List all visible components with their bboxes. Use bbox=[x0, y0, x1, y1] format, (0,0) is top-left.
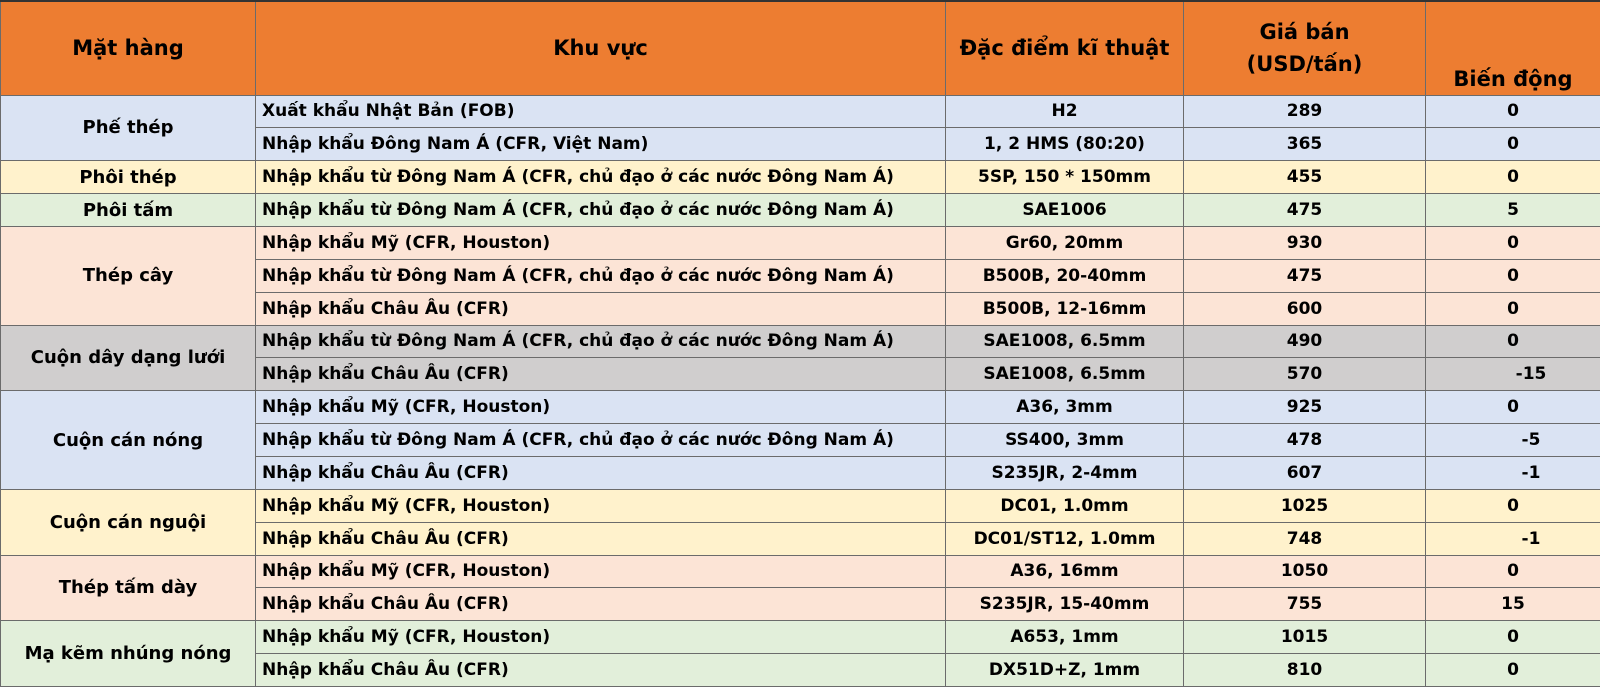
region-cell: Nhập khẩu Châu Âu (CFR) bbox=[256, 358, 946, 391]
spec-cell: DX51D+Z, 1mm bbox=[946, 654, 1184, 687]
price-cell: 600 bbox=[1184, 292, 1426, 325]
spec-cell: SAE1006 bbox=[946, 194, 1184, 227]
price-cell: 1025 bbox=[1184, 489, 1426, 522]
change-cell: 0 bbox=[1426, 325, 1600, 358]
price-cell: 455 bbox=[1184, 161, 1426, 194]
header-price bbox=[1184, 1, 1426, 95]
header-price-line2: (USD/tấn) bbox=[1246, 52, 1363, 77]
region-cell: Nhập khẩu từ Đông Nam Á (CFR, chủ đạo ở các nước Đông Nam Á) bbox=[256, 194, 946, 227]
spec-cell: A653, 1mm bbox=[946, 621, 1184, 654]
price-cell: 475 bbox=[1184, 194, 1426, 227]
region-cell: Nhập khẩu Châu Âu (CFR) bbox=[256, 588, 946, 621]
spec-cell: S235JR, 2-4mm bbox=[946, 456, 1184, 489]
price-cell: 810 bbox=[1184, 654, 1426, 687]
change-cell: 0 bbox=[1426, 621, 1600, 654]
product-cell: Thép cây bbox=[1, 226, 256, 325]
product-cell: Cuộn dây dạng lưới bbox=[1, 325, 256, 391]
region-cell: Nhập khẩu Mỹ (CFR, Houston) bbox=[256, 391, 946, 424]
product-cell: Thép tấm dày bbox=[1, 555, 256, 621]
product-cell: Phế thép bbox=[1, 95, 256, 161]
spec-cell: B500B, 12-16mm bbox=[946, 292, 1184, 325]
change-cell: 0 bbox=[1426, 391, 1600, 424]
price-cell: 607 bbox=[1184, 456, 1426, 489]
spec-cell: B500B, 20-40mm bbox=[946, 259, 1184, 292]
spec-cell: DC01/ST12, 1.0mm bbox=[946, 522, 1184, 555]
spec-cell: Gr60, 20mm bbox=[946, 226, 1184, 259]
change-cell: 5 bbox=[1426, 194, 1600, 227]
change-cell: -5 bbox=[1426, 424, 1600, 457]
change-cell: 0 bbox=[1426, 128, 1600, 161]
price-cell: 930 bbox=[1184, 226, 1426, 259]
price-cell: 570 bbox=[1184, 358, 1426, 391]
price-cell: 475 bbox=[1184, 259, 1426, 292]
spec-cell: 1, 2 HMS (80:20) bbox=[946, 128, 1184, 161]
spec-cell: DC01, 1.0mm bbox=[946, 489, 1184, 522]
change-cell: 0 bbox=[1426, 489, 1600, 522]
table-row bbox=[1, 489, 1600, 522]
change-cell: 0 bbox=[1426, 292, 1600, 325]
table-body bbox=[1, 95, 1600, 687]
region-cell: Nhập khẩu Châu Âu (CFR) bbox=[256, 456, 946, 489]
product-cell: Cuộn cán nóng bbox=[1, 391, 256, 490]
price-cell: 490 bbox=[1184, 325, 1426, 358]
spec-cell: H2 bbox=[946, 95, 1184, 128]
spec-cell: A36, 3mm bbox=[946, 391, 1184, 424]
table-row bbox=[1, 555, 1600, 588]
region-cell: Nhập khẩu Mỹ (CFR, Houston) bbox=[256, 489, 946, 522]
region-cell: Nhập khẩu từ Đông Nam Á (CFR, chủ đạo ở các nước Đông Nam Á) bbox=[256, 259, 946, 292]
spec-cell: 5SP, 150 * 150mm bbox=[946, 161, 1184, 194]
region-cell: Nhập khẩu Mỹ (CFR, Houston) bbox=[256, 621, 946, 654]
header-row bbox=[1, 1, 1600, 95]
region-cell: Xuất khẩu Nhật Bản (FOB) bbox=[256, 95, 946, 128]
change-cell: 0 bbox=[1426, 95, 1600, 128]
region-cell: Nhập khẩu Đông Nam Á (CFR, Việt Nam) bbox=[256, 128, 946, 161]
product-cell: Mạ kẽm nhúng nóng bbox=[1, 621, 256, 687]
change-cell: 0 bbox=[1426, 226, 1600, 259]
header-region: Khu vực bbox=[256, 1, 946, 95]
region-cell: Nhập khẩu từ Đông Nam Á (CFR, chủ đạo ở các nước Đông Nam Á) bbox=[256, 325, 946, 358]
table-row bbox=[1, 161, 1600, 194]
region-cell: Nhập khẩu Mỹ (CFR, Houston) bbox=[256, 226, 946, 259]
change-cell: 0 bbox=[1426, 259, 1600, 292]
region-cell: Nhập khẩu Mỹ (CFR, Houston) bbox=[256, 555, 946, 588]
change-cell: 0 bbox=[1426, 654, 1600, 687]
change-cell: 0 bbox=[1426, 161, 1600, 194]
price-cell: 1050 bbox=[1184, 555, 1426, 588]
header-price-line1: Giá bán bbox=[1259, 20, 1350, 45]
table-row bbox=[1, 95, 1600, 128]
change-cell: -1 bbox=[1426, 522, 1600, 555]
spec-cell: SAE1008, 6.5mm bbox=[946, 325, 1184, 358]
spec-cell: SAE1008, 6.5mm bbox=[946, 358, 1184, 391]
table-row bbox=[1, 391, 1600, 424]
change-cell: 0 bbox=[1426, 555, 1600, 588]
spec-cell: SS400, 3mm bbox=[946, 424, 1184, 457]
table-row bbox=[1, 621, 1600, 654]
change-cell: -1 bbox=[1426, 456, 1600, 489]
change-cell: 15 bbox=[1426, 588, 1600, 621]
product-cell: Phôi tấm bbox=[1, 194, 256, 227]
price-cell: 925 bbox=[1184, 391, 1426, 424]
region-cell: Nhập khẩu Châu Âu (CFR) bbox=[256, 292, 946, 325]
table-row bbox=[1, 194, 1600, 227]
spec-cell: S235JR, 15-40mm bbox=[946, 588, 1184, 621]
header-product: Mặt hàng bbox=[1, 1, 256, 95]
table-row bbox=[1, 226, 1600, 259]
price-cell: 478 bbox=[1184, 424, 1426, 457]
price-cell: 289 bbox=[1184, 95, 1426, 128]
change-cell: -15 bbox=[1426, 358, 1600, 391]
product-cell: Cuộn cán nguội bbox=[1, 489, 256, 555]
region-cell: Nhập khẩu từ Đông Nam Á (CFR, chủ đạo ở các nước Đông Nam Á) bbox=[256, 424, 946, 457]
price-cell: 755 bbox=[1184, 588, 1426, 621]
price-cell: 1015 bbox=[1184, 621, 1426, 654]
price-cell: 365 bbox=[1184, 128, 1426, 161]
price-cell: 748 bbox=[1184, 522, 1426, 555]
header-spec: Đặc điểm kĩ thuật bbox=[946, 1, 1184, 95]
header-change: Biến động bbox=[1426, 1, 1600, 95]
region-cell: Nhập khẩu Châu Âu (CFR) bbox=[256, 522, 946, 555]
table-row bbox=[1, 325, 1600, 358]
product-cell: Phôi thép bbox=[1, 161, 256, 194]
region-cell: Nhập khẩu Châu Âu (CFR) bbox=[256, 654, 946, 687]
region-cell: Nhập khẩu từ Đông Nam Á (CFR, chủ đạo ở các nước Đông Nam Á) bbox=[256, 161, 946, 194]
spec-cell: A36, 16mm bbox=[946, 555, 1184, 588]
